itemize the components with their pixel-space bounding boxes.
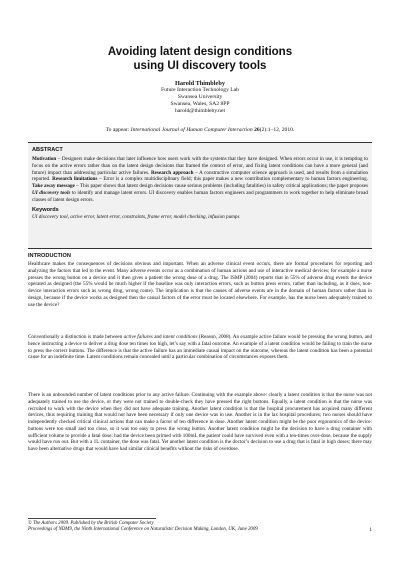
paper-title bbox=[40, 46, 360, 73]
p2-start: Conventionally a distinction is made between bbox=[28, 334, 124, 340]
journal-name: International Journal of Human Computer Interaction bbox=[130, 127, 253, 133]
title-line-1: Avoiding latent design conditions bbox=[107, 46, 293, 58]
journal-issue-pages: (2):1–12, 2010. bbox=[259, 127, 295, 133]
limitations-label: Research limitations bbox=[52, 176, 98, 183]
title-line-2: using UI discovery tools bbox=[133, 59, 267, 72]
proceedings-note: Proceedings of NDM9, the Ninth International Conference on Naturalistic Decision Making, London, UK, June 2009 bbox=[28, 527, 258, 533]
intro-paragraph-3: There is an unbounded number of latent conditions prior to any active failure. Continuing with the example above: clearly a latent condition is that the nurse was not adequately trained to use the device, or they were not trained to double-check they have pressed the right buttons. Equally, a latent condition is that the nurse was recruited to work with the device when they did not have adequate training. Another latent condition is that the hospital procurement has acquired many different devices, thus requiring training that would not have been necessary if only one device was in use. Another is in the lax hospital procedures; two nurses should have independently checked critical clinical actions that can make a factor of ten difference in dose. Another latent condition might be the poor ergonomics of the device: buttons were too small and too close, so it was too easy to press the wrong button. Another latent condition might be the decision to have a drug container with sufficient volume to provide a fatal dose: had the device been primed with 100mL the patient could have survived even with a ten-times over-dose, because the supply would have run out. But with a 1L container, the dose was fatal. Yet another latent condition is the doctor’s decision to use a drug that is fatal in high doses; there may have been alternative drugs that would have had similar clinical benefits without the risks of overdose. bbox=[28, 392, 372, 452]
footer-divider bbox=[28, 518, 156, 519]
takeaway-text: – This paper shows that latent design decisions cause serious problems (including fatalities) in safety critical applications; the paper proposes bbox=[74, 183, 368, 189]
author-block bbox=[40, 80, 360, 115]
author-email: harold@thimbleby.net bbox=[175, 108, 225, 114]
motivation-label: Motivation bbox=[32, 156, 57, 162]
page-number: 1 bbox=[369, 527, 372, 533]
introduction-heading: INTRODUCTION bbox=[28, 253, 71, 259]
abstract-heading: ABSTRACT bbox=[32, 147, 63, 153]
author-name: Harold Thimbleby bbox=[175, 80, 225, 87]
approach-label: Research approach bbox=[150, 169, 194, 176]
p2-and: and bbox=[152, 334, 163, 340]
tools-text: to identify and manage latent errors. UI discovery enables human factors engineers and programmers to work together to help eliminate broad classes of latent design errors. bbox=[32, 189, 368, 203]
abstract-box bbox=[28, 142, 372, 249]
keywords-heading: Keywords bbox=[32, 207, 59, 214]
intro-paragraph-1: Healthcare makes the consequences of decisions obvious and important. When an adverse clinical event occurs, there are formal procedures for reporting and analyzing the factors that led to the event. Many adverse events occur as a combination of human actions and use of interactive medical devices; for example a nurse presses the wrong button on a device and it then gives a patient the wrong dose of a drug. The ISMP (2004) reports that in 55% of adverse drug events the device operated as designed (the 55% would be much higher if the baseline was only interaction errors, such as button press errors, rather than including, as it does, non-device interaction errors such as wrong drug, wrong route). The implication is that the causes of adverse events are in the domain of human factors rather than in design, because if the device works as designed then the causal factors of the error must be located elsewhere. For example, has the nurse been adequately trained to use the device? bbox=[28, 261, 372, 308]
author-university: Swansea University bbox=[177, 94, 223, 100]
author-affiliation: Future Interaction Technology Lab bbox=[161, 87, 239, 93]
ui-discovery-tools-term: UI discovery tools bbox=[32, 189, 71, 196]
intro-paragraph-2 bbox=[28, 334, 372, 361]
motivation-text: – Designers make decisions that later influence how users work with the systems that they have designed. When errors occur in use, it is tempting to focus on the active errors rather than on the latent design decisions that framed the context of error, and fixing latent conditions can have a more general (and future) impact than addressing particular active failures. bbox=[32, 156, 368, 176]
page-footer bbox=[28, 521, 372, 534]
keywords-text: UI discovery tool, active error, latent error, constraints, frame error, model checking, infusion pumps bbox=[32, 214, 240, 221]
term-latent-conditions: latent conditions bbox=[163, 334, 198, 340]
approach-text: – A constructive computer science approach is used, and results from a simulation reported. bbox=[32, 169, 368, 183]
author-address: Swansea, Wales, SA2 8PP bbox=[170, 101, 230, 107]
p2-end: (Reason, 2008). An example active failure would be pressing the wrong button, and hence instructing a device to deliver a drug dose ten times too high, let’s say with a fatal outcome. An example of a latent condition would be failing to train the nurse to press the correct buttons. The difference is that the active failure has an immediate causal impact on the outcome, whereas the latent condition has been a potential cause for an indefinite time. Latent conditions remain concealed until a particular combination of circumstances exposes them. bbox=[28, 334, 373, 361]
term-active-failures: active failures bbox=[123, 334, 153, 340]
takeaway-label: Take away message bbox=[32, 183, 75, 189]
publication-prefix: To appear: bbox=[105, 127, 131, 133]
publication-note bbox=[40, 127, 360, 134]
limitations-text: – Error is a complex multidisciplinary field; this paper makes a new contribution complementary to human factors engineering. bbox=[97, 176, 368, 183]
journal-volume: 26 bbox=[254, 127, 260, 133]
abstract-text bbox=[32, 156, 368, 203]
copyright-notice: © The Authors 2009. Published by the British Computer Society bbox=[28, 521, 154, 526]
